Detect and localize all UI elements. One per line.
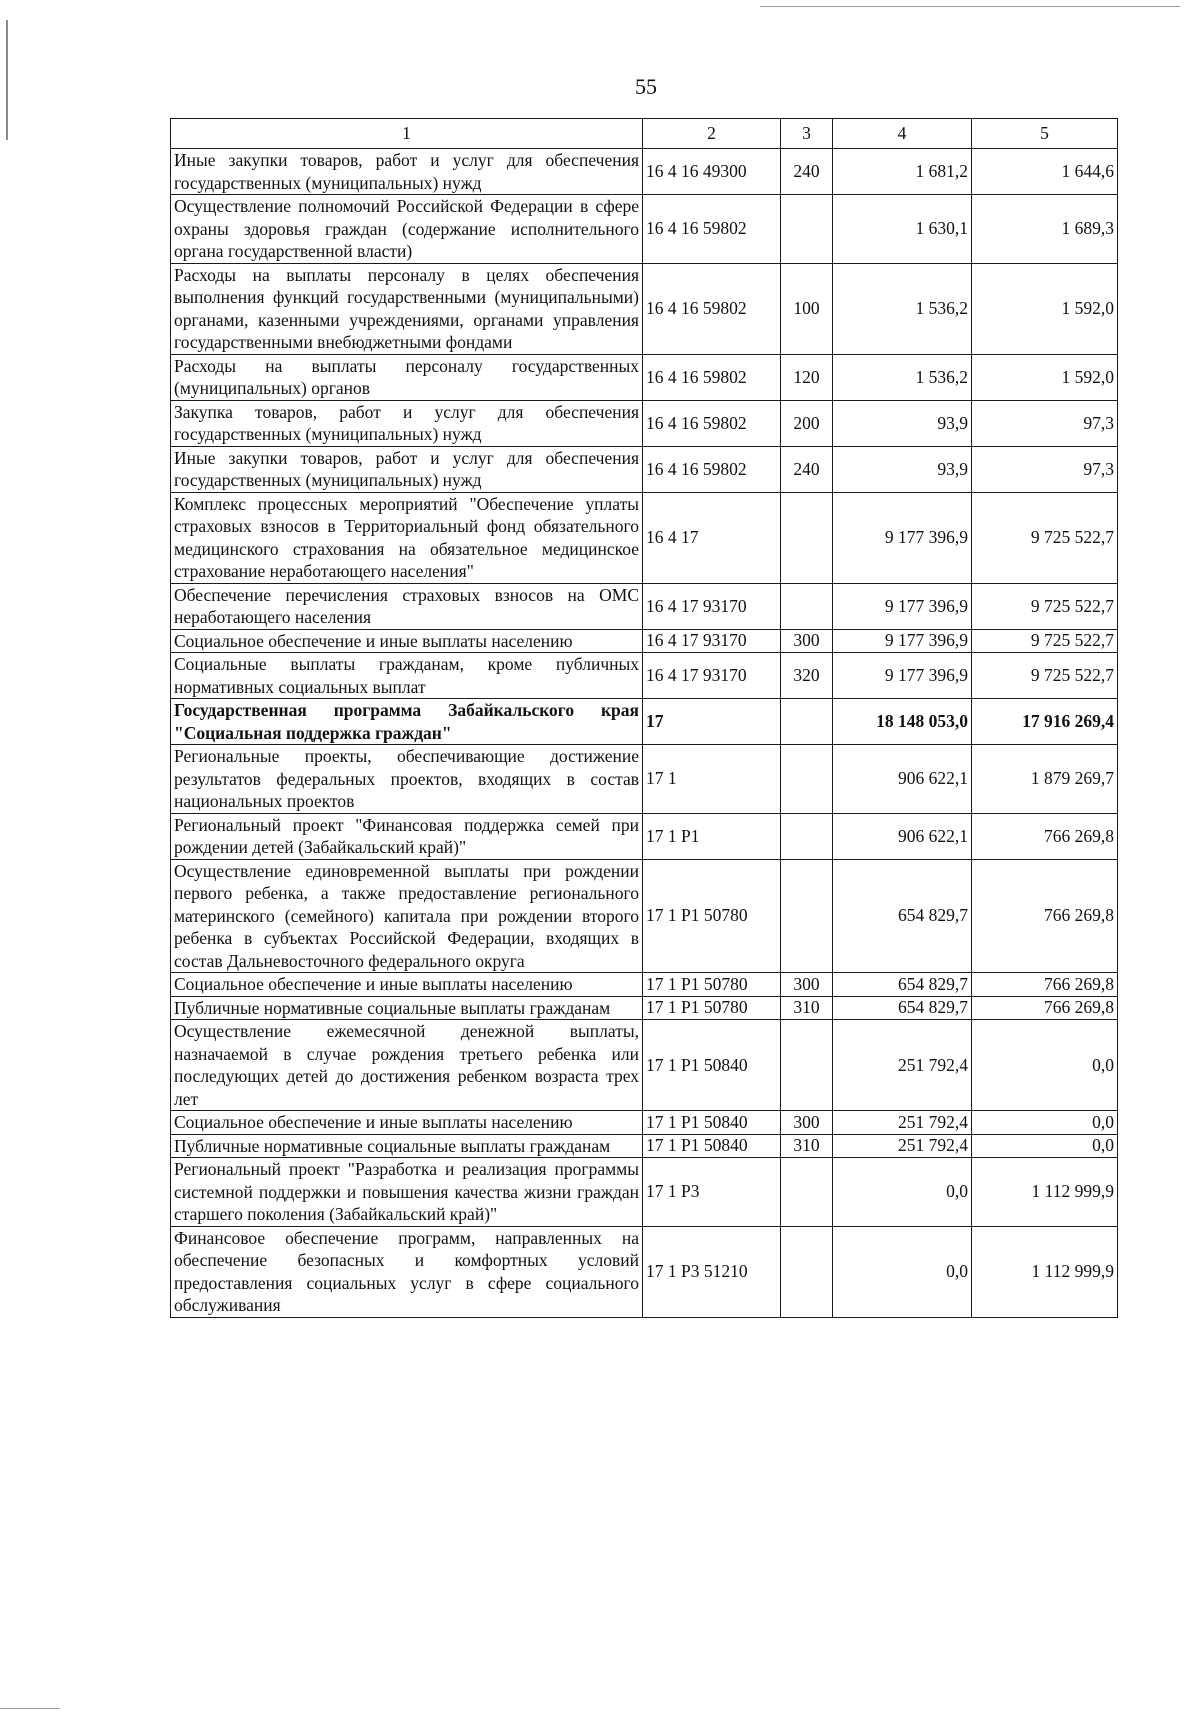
table-body [171, 149, 1118, 1318]
scan-edge-line-top [760, 6, 1180, 7]
row-value-year1-cell: 1 630,1 [833, 195, 972, 264]
row-value-year2-cell: 0,0 [972, 1111, 1118, 1135]
table-row [171, 1134, 1118, 1158]
row-type-cell: 300 [781, 629, 833, 653]
row-code-cell: 17 1 P1 50780 [643, 973, 781, 997]
row-name-cell: Обеспечение перечисления страховых взносов на ОМС неработающего населения [171, 583, 643, 629]
table-row [171, 446, 1118, 492]
table-row [171, 1226, 1118, 1317]
table-row [171, 629, 1118, 653]
row-value-year1-cell: 93,9 [833, 446, 972, 492]
row-value-year2-cell: 17 916 269,4 [972, 699, 1118, 745]
table-row [171, 813, 1118, 859]
row-value-year1-cell: 0,0 [833, 1158, 972, 1227]
row-code-cell: 16 4 17 [643, 492, 781, 583]
row-name-cell: Иные закупки товаров, работ и услуг для обеспечения государственных (муниципальных) нужд [171, 446, 643, 492]
table-row [171, 492, 1118, 583]
row-value-year2-cell: 1 112 999,9 [972, 1226, 1118, 1317]
table-row [171, 973, 1118, 997]
row-value-year1-cell: 0,0 [833, 1226, 972, 1317]
row-value-year1-cell: 18 148 053,0 [833, 699, 972, 745]
row-value-year1-cell: 654 829,7 [833, 996, 972, 1020]
table-row [171, 195, 1118, 264]
row-type-cell [781, 1226, 833, 1317]
row-value-year2-cell: 1 592,0 [972, 354, 1118, 400]
table-row [171, 996, 1118, 1020]
row-type-cell [781, 1158, 833, 1227]
table-row [171, 1111, 1118, 1135]
row-value-year2-cell: 1 644,6 [972, 149, 1118, 195]
header-col-3: 3 [781, 119, 833, 149]
table-row [171, 400, 1118, 446]
row-type-cell: 240 [781, 149, 833, 195]
row-type-cell [781, 583, 833, 629]
row-code-cell: 16 4 16 49300 [643, 149, 781, 195]
row-code-cell: 16 4 17 93170 [643, 583, 781, 629]
row-code-cell: 17 1 [643, 745, 781, 814]
table-row [171, 583, 1118, 629]
row-code-cell: 17 1 P3 [643, 1158, 781, 1227]
row-type-cell: 200 [781, 400, 833, 446]
row-value-year2-cell: 9 725 522,7 [972, 629, 1118, 653]
row-value-year2-cell: 97,3 [972, 400, 1118, 446]
row-name-cell: Осуществление полномочий Российской Федерации в сфере охраны здоровья граждан (содержание исполнительного органа государственной власти) [171, 195, 643, 264]
row-name-cell: Расходы на выплаты персоналу в целях обеспечения выполнения функций государственными (муниципальными) органами, казенными учреждениями, органами управления государственными внебюджетными фондами [171, 263, 643, 354]
row-code-cell: 16 4 16 59802 [643, 354, 781, 400]
row-value-year1-cell: 654 829,7 [833, 859, 972, 973]
row-value-year2-cell: 1 879 269,7 [972, 745, 1118, 814]
row-value-year2-cell: 766 269,8 [972, 973, 1118, 997]
row-value-year2-cell: 97,3 [972, 446, 1118, 492]
row-value-year1-cell: 1 536,2 [833, 263, 972, 354]
row-code-cell: 17 1 P1 50780 [643, 996, 781, 1020]
row-name-cell: Иные закупки товаров, работ и услуг для обеспечения государственных (муниципальных) нужд [171, 149, 643, 195]
row-value-year2-cell: 9 725 522,7 [972, 492, 1118, 583]
header-col-4: 4 [833, 119, 972, 149]
row-code-cell: 17 1 P1 50840 [643, 1134, 781, 1158]
table-row [171, 354, 1118, 400]
table-row [171, 1020, 1118, 1111]
row-name-cell: Региональный проект "Разработка и реализация программы системной поддержки и повышения качества жизни граждан старшего поколения (Забайкальский край)" [171, 1158, 643, 1227]
row-value-year1-cell: 906 622,1 [833, 813, 972, 859]
row-type-cell: 100 [781, 263, 833, 354]
row-code-cell: 17 1 P1 50840 [643, 1020, 781, 1111]
table-row [171, 263, 1118, 354]
row-name-cell: Региональные проекты, обеспечивающие достижение результатов федеральных проектов, входящих в состав национальных проектов [171, 745, 643, 814]
row-value-year1-cell: 9 177 396,9 [833, 492, 972, 583]
row-code-cell: 16 4 16 59802 [643, 446, 781, 492]
row-value-year1-cell: 251 792,4 [833, 1020, 972, 1111]
row-type-cell [781, 859, 833, 973]
row-name-cell: Социальное обеспечение и иные выплаты населению [171, 1111, 643, 1135]
row-code-cell: 16 4 17 93170 [643, 653, 781, 699]
row-name-cell: Социальное обеспечение и иные выплаты населению [171, 629, 643, 653]
row-code-cell: 17 1 P3 51210 [643, 1226, 781, 1317]
row-name-cell: Комплекс процессных мероприятий "Обеспечение уплаты страховых взносов в Территориальный фонд обязательного медицинского страхования на обязательное медицинское страхование неработающего населения" [171, 492, 643, 583]
row-value-year1-cell: 1 681,2 [833, 149, 972, 195]
row-code-cell: 17 1 P1 [643, 813, 781, 859]
table-row [171, 745, 1118, 814]
row-name-cell: Осуществление ежемесячной денежной выплаты, назначаемой в случае рождения третьего ребенка или последующих детей до достижения ребенком возраста трех лет [171, 1020, 643, 1111]
row-name-cell: Осуществление единовременной выплаты при рождении первого ребенка, а также предоставление регионального материнского (семейного) капитала при рождении второго ребенка в субъектах Российской Федерации, входящих в состав Дальневосточного федерального округа [171, 859, 643, 973]
row-code-cell: 16 4 16 59802 [643, 400, 781, 446]
row-value-year1-cell: 654 829,7 [833, 973, 972, 997]
table-row [171, 859, 1118, 973]
table-row [171, 1158, 1118, 1227]
row-type-cell: 310 [781, 1134, 833, 1158]
row-name-cell: Региональный проект "Финансовая поддержка семей при рождении детей (Забайкальский край)" [171, 813, 643, 859]
row-value-year1-cell: 9 177 396,9 [833, 653, 972, 699]
row-type-cell: 320 [781, 653, 833, 699]
row-code-cell: 17 [643, 699, 781, 745]
row-name-cell: Расходы на выплаты персоналу государственных (муниципальных) органов [171, 354, 643, 400]
row-value-year2-cell: 0,0 [972, 1020, 1118, 1111]
row-value-year1-cell: 251 792,4 [833, 1134, 972, 1158]
row-value-year1-cell: 251 792,4 [833, 1111, 972, 1135]
row-code-cell: 17 1 P1 50840 [643, 1111, 781, 1135]
header-col-2: 2 [643, 119, 781, 149]
table-row [171, 149, 1118, 195]
row-name-cell: Государственная программа Забайкальского края "Социальная поддержка граждан" [171, 699, 643, 745]
scan-edge-line-bottom [0, 1708, 60, 1709]
row-name-cell: Финансовое обеспечение программ, направленных на обеспечение безопасных и комфортных условий предоставления социальных услуг в сфере социального обслуживания [171, 1226, 643, 1317]
row-type-cell [781, 1020, 833, 1111]
row-type-cell: 120 [781, 354, 833, 400]
row-type-cell [781, 699, 833, 745]
row-name-cell: Закупка товаров, работ и услуг для обеспечения государственных (муниципальных) нужд [171, 400, 643, 446]
row-type-cell: 300 [781, 973, 833, 997]
row-value-year2-cell: 1 689,3 [972, 195, 1118, 264]
row-type-cell [781, 492, 833, 583]
row-type-cell [781, 195, 833, 264]
row-name-cell: Социальные выплаты гражданам, кроме публичных нормативных социальных выплат [171, 653, 643, 699]
row-value-year2-cell: 766 269,8 [972, 859, 1118, 973]
row-value-year2-cell: 9 725 522,7 [972, 653, 1118, 699]
row-value-year1-cell: 9 177 396,9 [833, 583, 972, 629]
row-name-cell: Социальное обеспечение и иные выплаты населению [171, 973, 643, 997]
header-col-1: 1 [171, 119, 643, 149]
row-code-cell: 17 1 P1 50780 [643, 859, 781, 973]
table-header [171, 119, 1118, 149]
row-code-cell: 16 4 16 59802 [643, 263, 781, 354]
row-type-cell: 240 [781, 446, 833, 492]
row-value-year1-cell: 906 622,1 [833, 745, 972, 814]
row-value-year1-cell: 1 536,2 [833, 354, 972, 400]
row-value-year2-cell: 9 725 522,7 [972, 583, 1118, 629]
row-value-year2-cell: 766 269,8 [972, 996, 1118, 1020]
row-name-cell: Публичные нормативные социальные выплаты гражданам [171, 996, 643, 1020]
budget-table [170, 118, 1118, 1318]
page-number: 55 [635, 74, 657, 99]
row-type-cell [781, 745, 833, 814]
header-row [171, 119, 1118, 149]
row-value-year2-cell: 766 269,8 [972, 813, 1118, 859]
row-code-cell: 16 4 17 93170 [643, 629, 781, 653]
row-value-year1-cell: 9 177 396,9 [833, 629, 972, 653]
row-value-year2-cell: 0,0 [972, 1134, 1118, 1158]
row-value-year2-cell: 1 592,0 [972, 263, 1118, 354]
row-value-year1-cell: 93,9 [833, 400, 972, 446]
row-type-cell [781, 813, 833, 859]
table-row [171, 653, 1118, 699]
row-name-cell: Публичные нормативные социальные выплаты гражданам [171, 1134, 643, 1158]
row-value-year2-cell: 1 112 999,9 [972, 1158, 1118, 1227]
table-row [171, 699, 1118, 745]
row-code-cell: 16 4 16 59802 [643, 195, 781, 264]
header-col-5: 5 [972, 119, 1118, 149]
row-type-cell: 300 [781, 1111, 833, 1135]
row-type-cell: 310 [781, 996, 833, 1020]
